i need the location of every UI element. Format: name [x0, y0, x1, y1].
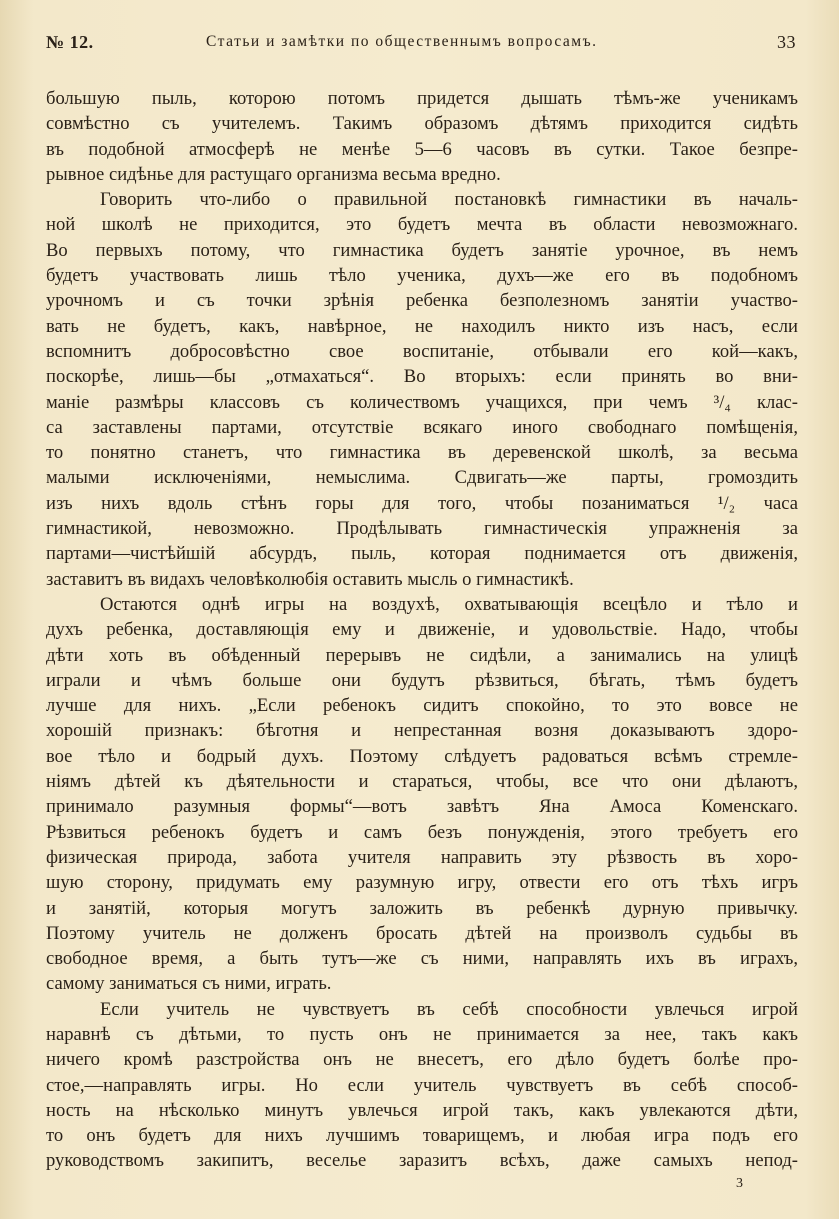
text-line: ничего кромѣ разстройства онъ не внесетъ, его дѣло будетъ болѣе про- — [46, 1049, 798, 1071]
text-line: вать не будетъ, какъ, навѣрное, не находилъ никто изъ насъ, если — [46, 315, 798, 337]
text-line: вспомнитъ добросовѣстно свое воспитаніе, отбывали его кой—какъ, — [46, 340, 798, 362]
text-line: играли и чѣмъ больше они будутъ рѣзвиться, бѣгать, тѣмъ будетъ — [46, 669, 798, 691]
page-number: 33 — [777, 32, 796, 52]
text-line: и занятій, которыя могутъ заложить въ ребенкѣ дурную привычку. — [46, 897, 798, 919]
text-line: дѣти хоть въ обѣденный перерывъ не сидѣли, а занимались на улицѣ — [46, 644, 798, 666]
text-line: самому заниматься съ ними, играть. — [46, 973, 332, 995]
text-line: руководствомъ закипитъ, веселье заразитъ всѣхъ, даже самыхъ непод- — [46, 1150, 798, 1172]
text-line: заставитъ въ видахъ человѣколюбія оставить мысль о гимнастикѣ. — [46, 568, 574, 590]
text-line: стое,—направлять игры. Но если учитель чувствуетъ въ себѣ способ- — [46, 1074, 798, 1096]
text-line: ность на нѣсколько минутъ увлечься игрой такъ, какъ увлекаются дѣти, — [46, 1099, 798, 1121]
text-line: маніе размѣры классовъ съ количествомъ учащихся, при чемъ ³/₄ клас- — [46, 391, 798, 413]
text-line: Поэтому учитель не долженъ бросать дѣтей на произволъ судьбы въ — [46, 922, 798, 944]
text-line: Говорить что-либо о правильной постановкѣ гимнастики въ началь- — [100, 189, 798, 211]
text-line: ніямъ дѣтей къ дѣятельности и стараться, чтобы, все что они дѣлаютъ, — [46, 771, 798, 793]
text-line: рывное сидѣнье для растущаго организма весьма вредно. — [46, 163, 501, 185]
text-line: будетъ участвовать лишь тѣло ученика, духъ—же его въ подобномъ — [46, 265, 798, 287]
text-line: лучше для нихъ. „Если ребенокъ сидитъ спокойно, то это вовсе не — [46, 695, 798, 717]
text-line: са заставлены партами, отсутствіе всякаго иного свободнаго помѣщенія, — [46, 416, 798, 438]
text-line: гимнастикой, невозможно. Продѣлывать гимнастическія упражненія за — [46, 518, 798, 540]
text-line: ной школѣ не приходится, это будетъ мечта въ области невозможнаго. — [46, 214, 798, 236]
text-line: вое тѣло и бодрый духъ. Поэтому слѣдуетъ радоваться всѣмъ стремле- — [46, 745, 798, 767]
text-line: Рѣзвиться ребенокъ будетъ и самъ безъ понужденія, этого требуетъ его — [46, 821, 798, 843]
text-line: малыми исключеніями, немыслима. Сдвигать—же парты, громоздить — [46, 467, 798, 489]
text-line: Во первыхъ потому, что гимнастика будетъ занятіе урочное, въ немъ — [46, 239, 798, 261]
text-line: поскорѣе, лишь—бы „отмахаться“. Во вторыхъ: если принять во вни- — [46, 366, 798, 388]
text-line: Остаются однѣ игры на воздухѣ, охватывающія всецѣло и тѣло и — [100, 593, 798, 615]
text-line: шую сторону, придумать ему разумную игру, отвести его отъ тѣхъ игръ — [46, 872, 798, 894]
text-line: то онъ будетъ для нихъ лучшимъ товарищемъ, и любая игра подъ его — [46, 1125, 798, 1147]
text-line: урочномъ и съ точки зрѣнія ребенка безполезномъ занятіи участво- — [46, 290, 798, 312]
text-line: изъ нихъ вдоль стѣнъ горы для того, чтобы позаниматься ¹/₂ часа — [46, 492, 798, 514]
printer-signature-mark: 3 — [736, 1176, 743, 1191]
text-line: духъ ребенка, доставляющія ему и движеніе, и удовольствіе. Надо, чтобы — [46, 619, 798, 641]
text-line: физическая природа, забота учителя направить эту рѣзвость въ хоро- — [46, 846, 798, 868]
text-line: совмѣстно съ учителемъ. Такимъ образомъ дѣтямъ приходится сидѣть — [46, 113, 798, 135]
text-line: хорошій признакъ: бѣготня и непрестанная возня доказываютъ здоро- — [46, 720, 798, 742]
issue-number: № 12. — [46, 32, 94, 52]
running-title: Статьи и замѣтки по общественнымъ вопросамъ. — [206, 33, 598, 50]
page-header — [46, 30, 796, 60]
text-line: большую пыль, которою потомъ придется дышать тѣмъ-же ученикамъ — [46, 88, 798, 109]
text-line: то понятно станетъ, что гимнастика въ деревенской школѣ, за весьма — [46, 442, 798, 464]
text-line: партами—чистѣйшій абсурдъ, пыль, которая поднимается отъ движенія, — [46, 543, 798, 565]
text-line: принимало разумныя формы“—вотъ завѣтъ Яна Амоса Коменскаго. — [46, 796, 798, 818]
text-line: наравнѣ съ дѣтьми, то пусть онъ не принимается за нее, такъ какъ — [46, 1023, 798, 1045]
body-text — [46, 86, 798, 1174]
text-line: Если учитель не чувствуетъ въ себѣ способности увлечься игрой — [100, 998, 798, 1020]
text-line: въ подобной атмосферѣ не менѣе 5—6 часовъ въ сутки. Такое безпре- — [46, 138, 798, 160]
text-line: свободное время, а быть тутъ—же съ ними, направлять ихъ въ играхъ, — [46, 948, 798, 970]
